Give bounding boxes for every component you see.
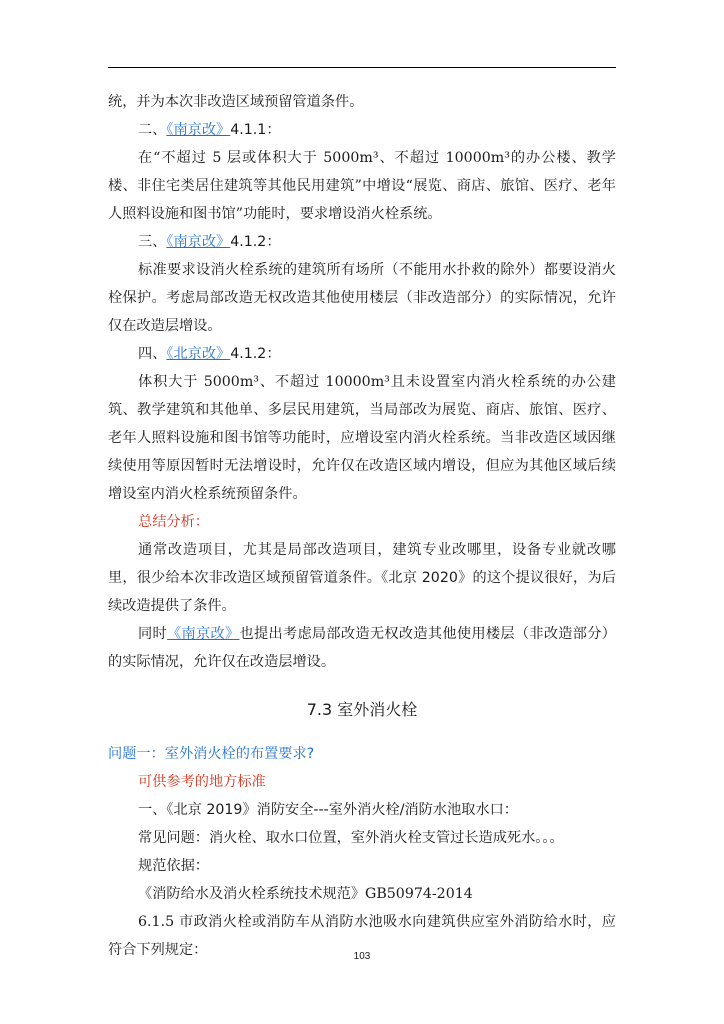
- clause-number: 三、: [138, 234, 167, 250]
- nanjing-standard-link[interactable]: 《南京改》: [166, 234, 231, 250]
- nanjing-standard-link[interactable]: 《南京改》: [166, 122, 231, 138]
- summary-label: 总结分析：: [138, 514, 209, 530]
- basis-label: 规范依据：: [138, 858, 209, 874]
- nanjing-standard-link[interactable]: 《南京改》: [167, 626, 240, 642]
- clause-number: 四、: [138, 346, 167, 362]
- document-body: [108, 88, 616, 964]
- spec-name: 《消防给水及消火栓系统技术规范》GB50974-2014: [138, 886, 473, 902]
- summary-paragraph-2: [108, 620, 616, 676]
- header-rule: [108, 67, 616, 68]
- page-number: 103: [353, 951, 371, 962]
- clause-id: 4.1.2：: [230, 234, 281, 250]
- beijing-standard-link[interactable]: 《北京改》: [166, 346, 231, 362]
- summary-paragraph: 通常改造项目，尤其是局部改造项目，建筑专业改哪里，设备专业就改哪里，很少给本次非改造区域预留管道条件。《北京 2020》的这个提议很好，为后续改造提供了条件。: [108, 542, 616, 614]
- clause-text-beijing-412: 体积大于 5000m³、不超过 10000m³且未设置室内消火栓系统的办公建筑、教学建筑和其他单、多层民用建筑，当局部改为展览、商店、旅馆、医疗、老年人照料设施和图书馆等功能时，应增设室内消火栓系统。当非改造区域因继续使用等原因暂时无法增设时，允许仅在改造区域内增设，但应为其他区域后续增设室内消火栓系统预留条件。: [108, 374, 616, 502]
- item-title: 一、《北京 2019》消防安全---室外消火栓/消防水池取水口：: [138, 802, 518, 818]
- section-heading: 7.3 室外消火栓: [306, 700, 418, 719]
- summary-suffix: 也提出考虑局部改造无权改造其他使用楼层（非改造部分）的实际情况，允许仅在改造层增设。: [108, 626, 616, 670]
- clause-ref-nanjing-411: [108, 116, 616, 144]
- question-title: 问题一：室外消火栓的布置要求?: [108, 746, 315, 762]
- common-issues: 常见问题：消火栓、取水口位置，室外消火栓支管过长造成死水。。。: [138, 830, 564, 846]
- clause-text-412: 标准要求设消火栓系统的建筑所有场所（不能用水扑救的除外）都要设消火栓保护。考虑局部改造无权改造其他使用楼层（非改造部分）的实际情况，允许仅在改造层增设。: [108, 262, 616, 334]
- clause-615: 6.1.5 市政消火栓或消防车从消防水池吸水向建筑供应室外消防给水时，应符合下列规定：: [108, 914, 616, 958]
- clause-ref-beijing-412: [108, 340, 616, 368]
- clause-ref-nanjing-412: [108, 228, 616, 256]
- clause-id: 4.1.1：: [230, 122, 281, 138]
- clause-id: 4.1.2：: [230, 346, 281, 362]
- paragraph-continuation: 统，并为本次非改造区域预留管道条件。: [108, 94, 364, 110]
- clause-text-411: 在“不超过 5 层或体积大于 5000m³、不超过 10000m³的办公楼、教学楼、非住宅类居住建筑等其他民用建筑”中增设“展览、商店、旅馆、医疗、老年人照料设施和图书馆”功能时，要求增设消火栓系统。: [108, 150, 616, 222]
- local-standards-label: 可供参考的地方标准: [138, 774, 266, 790]
- summary-prefix: 同时: [138, 626, 167, 642]
- clause-number: 二、: [138, 122, 167, 138]
